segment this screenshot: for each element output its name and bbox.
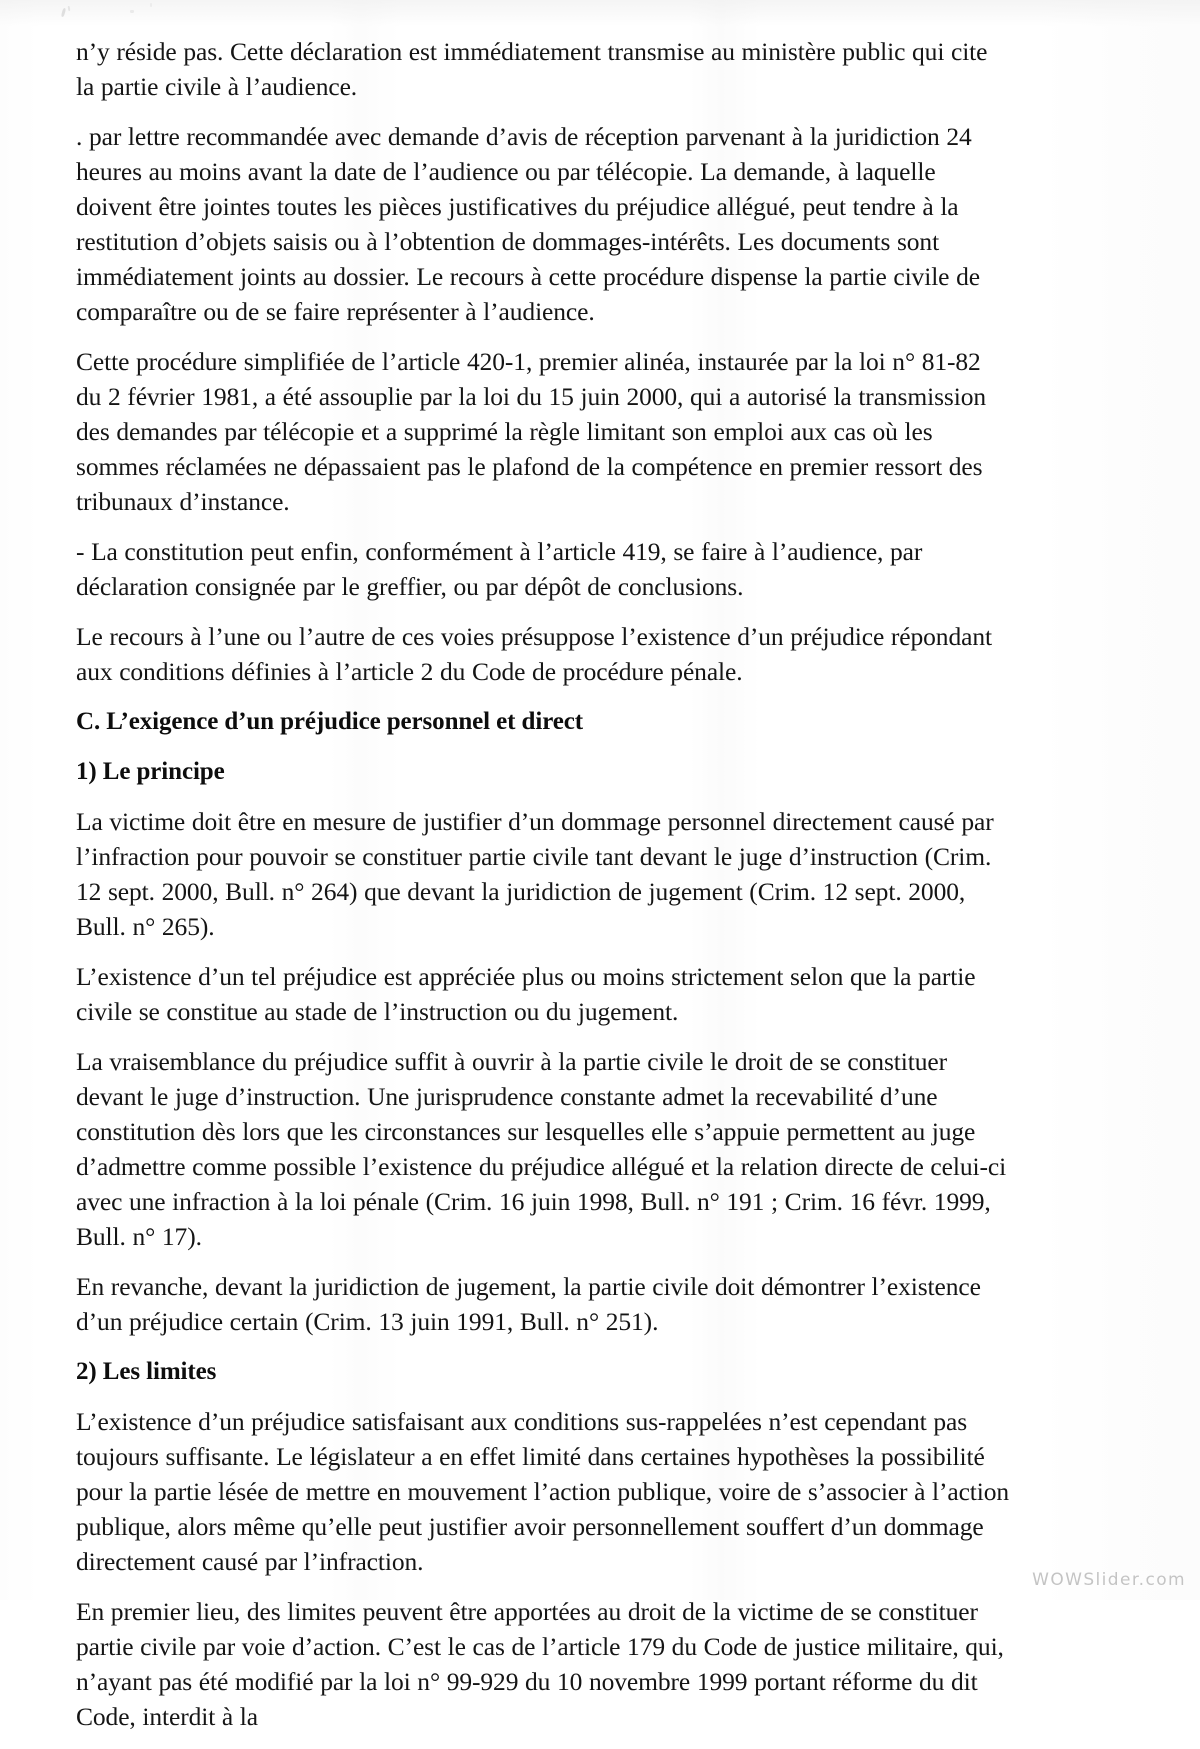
paragraph-lettre-recommandee: . par lettre recommandée avec demande d’avis de réception parvenant à la juridiction 24 heures au moins avant la date de l’audience ou par télécopie. La demande, à laquelle doivent être jointes toutes les pièces justificatives du préjudice allégué, peut tendre à la restitution d’objets saisis ou à l’obtention de dommages-intérêts. Les documents sont immédiatement joints au dossier. Le recours à cette procédure dispense la partie civile de comparaître ou de se faire représenter à l’audience. — [76, 122, 980, 326]
heading-c-exigence-prejudice: C. L’exigence d’un préjudice personnel et direct — [76, 708, 583, 735]
wowslider-watermark: WOWSlider.com — [1032, 1570, 1186, 1590]
scan-speckle-icon — [150, 3, 152, 7]
paragraph-existence-prejudice-appreciee: L’existence d’un tel préjudice est appréciée plus ou moins strictement selon que la partie civile se constitue au stade de l’instruction ou du jugement. — [76, 962, 976, 1026]
paragraph-constitution-article-419: - La constitution peut enfin, conformément à l’article 419, se faire à l’audience, par déclaration consignée par le greffier, ou par dépôt de conclusions. — [76, 537, 923, 601]
paragraph-vraisemblance-prejudice: La vraisemblance du préjudice suffit à ouvrir à la partie civile le droit de se constituer devant le juge d’instruction. Une jurisprudence constante admet la recevabilité d’une constitution dès lors que les circonstances sur lesquelles elle s’appuie permettent au juge d’admettre comme possible l’existence du préjudice allégué et la relation directe de celui-ci avec une infraction à la loi pénale (Crim. 16 juin 1998, Bull. n° 191 ; Crim. 16 févr. 1999, Bull. n° 17). — [76, 1047, 1007, 1251]
document-text-column — [76, 34, 1011, 1749]
paragraph-en-premier-lieu-code-justice-militaire: En premier lieu, des limites peuvent être apportées au droit de la victime de se constituer partie civile par voie d’action. C’est le cas de l’article 179 du Code de justice militaire, qui, n’ayant pas été modifié par la loi n° 99-929 du 10 novembre 1999 portant réforme du dit Code, interdit à la — [76, 1597, 1004, 1731]
paragraph-declaration-transmise: n’y réside pas. Cette déclaration est immédiatement transmise au ministère public qui cite la partie civile à l’audience. — [76, 37, 988, 101]
heading-1-le-principe: 1) Le principe — [76, 758, 225, 785]
paragraph-existence-prejudice-sus-rappelees: L’existence d’un préjudice satisfaisant aux conditions sus-rappelées n’est cependant pas toujours suffisante. Le législateur a en effet limité dans certaines hypothèses la possibilité pour la partie lésée de mettre en mouvement l’action publique, voire de s’associer à l’action publique, alors même qu’elle peut justifier avoir personnellement souffert d’un dommage directement causé par l’infraction. — [76, 1407, 1010, 1576]
scan-speckle-icon — [68, 6, 71, 11]
scan-top-shadow-band — [0, 0, 1200, 26]
paragraph-victime-justifier-dommage: La victime doit être en mesure de justifier d’un dommage personnel directement causé par l’infraction pour pouvoir se constituer partie civile tant devant le juge d’instruction (Crim. 12 sept. 2000, Bull. n° 264) que devant la juridiction de jugement (Crim. 12 sept. 2000, Bull. n° 265). — [76, 807, 994, 941]
paragraph-procedure-simplifiee-420-1: Cette procédure simplifiée de l’article 420-1, premier alinéa, instaurée par la loi n° 81-82 du 2 février 1981, a été assouplie par la loi du 15 juin 2000, qui a autorisé la transmission des demandes par télécopie et a supprimé la règle limitant son emploi aux cas où les sommes réclamées ne dépassaient pas le plafond de la compétence en premier ressort des tribunaux d’instance. — [76, 347, 987, 516]
paragraph-recours-article-2: Le recours à l’une ou l’autre de ces voies présuppose l’existence d’un préjudice répondant aux conditions définies à l’article 2 du Code de procédure pénale. — [76, 622, 992, 686]
paragraph-en-revanche-juridiction-jugement: En revanche, devant la juridiction de jugement, la partie civile doit démontrer l’existence d’un préjudice certain (Crim. 13 juin 1991, Bull. n° 251). — [76, 1272, 981, 1336]
scan-speckle-icon — [130, 10, 134, 13]
scan-speckle-icon — [61, 8, 66, 17]
heading-2-les-limites: 2) Les limites — [76, 1358, 217, 1385]
